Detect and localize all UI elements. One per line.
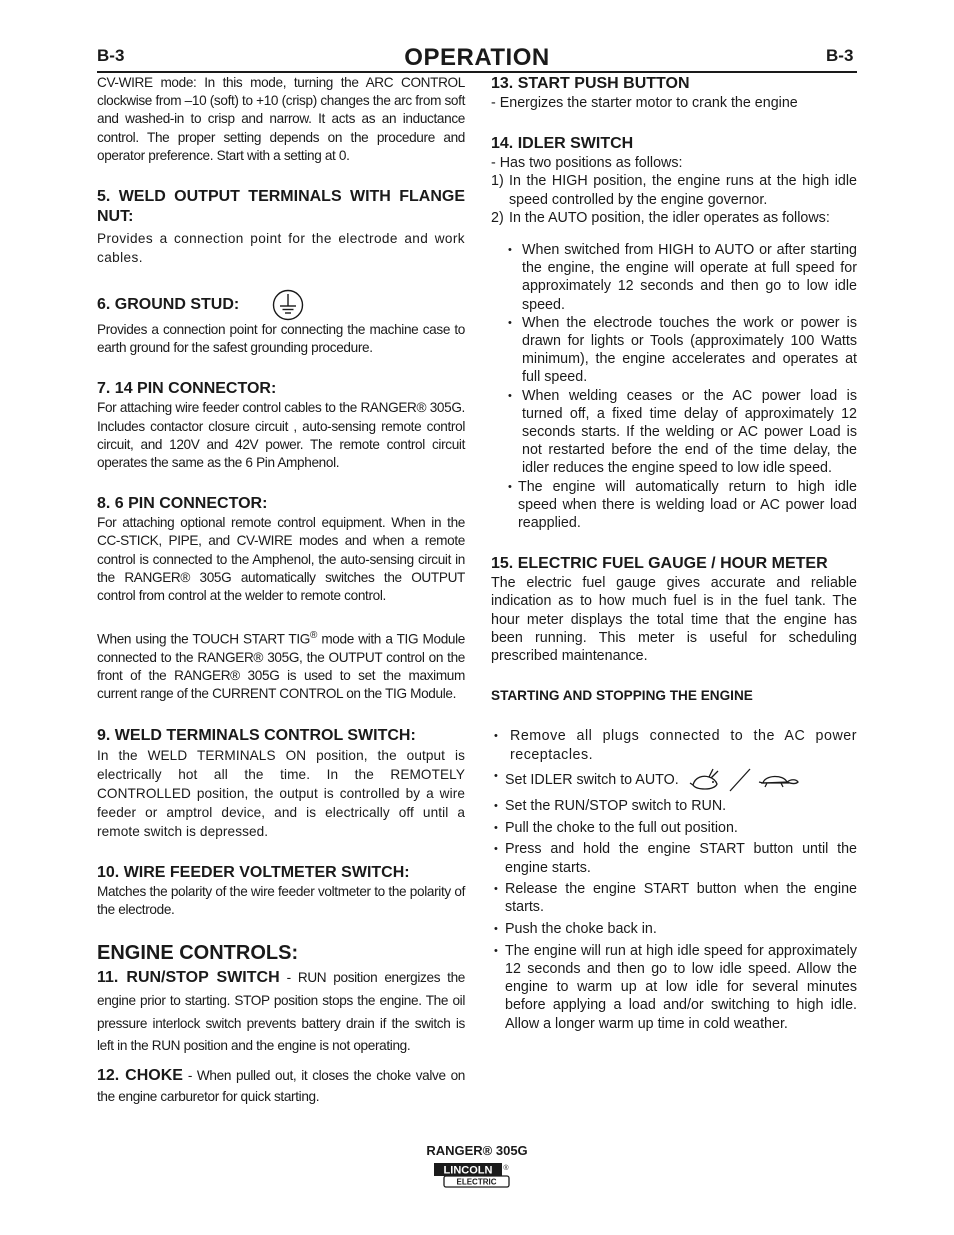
lincoln-electric-logo bbox=[433, 1162, 510, 1188]
list-item bbox=[491, 172, 857, 208]
section-14-heading: 14. IDLER SWITCH bbox=[491, 135, 634, 153]
section-8-body: For attaching optional remote control equipment. When in the CC-STICK, PIPE, and CV-WIRE modes and when a remote control is connected to the Amphenol, the auto-sensing circuit in the RANGER® 305G automatically switches the OUTPUT control from control at the welder to remote control. bbox=[97, 515, 465, 604]
list-text: In the HIGH position, the engine runs at the high idle speed controlled by the engine governor. bbox=[509, 173, 857, 208]
section-5-body: Provides a connection point for the electrode and work cables. bbox=[97, 231, 465, 266]
left-column bbox=[97, 74, 465, 1107]
cv-wire-paragraph: CV-WIRE mode: In this mode, turning the ARC CONTROL clockwise from –10 (soft) to +10 (crisp) changes the arc from soft and washed-in to crisp and narrow. It acts as an inductance control. The proper setting depends on the procedure and operator preference. Start with a setting at 0. bbox=[97, 75, 465, 163]
list-item: • When welding ceases or the AC power load is turned off, a fixed time delay of approximately 12 seconds starts. If the welding or AC power Load is not restarted before the end of the time delay, the idler reduces the engine speed to low idle speed. bbox=[491, 387, 857, 478]
starting-stopping-heading: STARTING AND STOPPING THE ENGINE bbox=[491, 688, 753, 704]
section-12-heading: 12. CHOKE bbox=[97, 1067, 183, 1085]
section-9-heading: 9. WELD TERMINALS CONTROL SWITCH: bbox=[97, 726, 416, 744]
auto-idle-bullet-list bbox=[491, 241, 857, 532]
list-number: 1) bbox=[491, 173, 504, 190]
section-13-heading: 13. START PUSH BUTTON bbox=[491, 75, 690, 92]
header-rule bbox=[97, 71, 857, 73]
tig-text-end: mode with a TIG Module connected to the RANGER® 305G, the OUTPUT control on the front of the RANGER® 305G is used to set the maximum current range of the CURRENT CONTROL on the TIG Module. bbox=[97, 631, 465, 702]
turtle-low-idle-icon bbox=[757, 770, 801, 790]
list-number: 2) bbox=[491, 209, 504, 226]
list-item bbox=[491, 209, 857, 227]
list-item: • When the electrode touches the work or power is drawn for lights or Tools (approximately 100 Watts minimum), the engine accelerates and operates at full speed. bbox=[491, 314, 857, 387]
ground-symbol-icon bbox=[272, 289, 304, 321]
logo-bottom-text: ELECTRIC bbox=[456, 1177, 497, 1187]
footer-model-name: RANGER® 305G bbox=[426, 1143, 528, 1158]
section-5-heading: 5. WELD OUTPUT TERMINALS WITH FLANGE NUT: bbox=[97, 188, 465, 226]
section-6-heading: 6. GROUND STUD: bbox=[97, 296, 240, 314]
idler-position-list bbox=[491, 172, 857, 227]
rabbit-high-idle-icon bbox=[689, 767, 723, 793]
right-column bbox=[491, 74, 857, 1036]
list-item: • When switched from HIGH to AUTO or after starting the engine, the engine will operate at full speed for approximately 12 seconds and then go to low idle speed. bbox=[491, 241, 857, 314]
section-12-body: - When pulled out, it closes the choke valve on the engine carburetor for quick starting. bbox=[97, 1068, 465, 1104]
tig-text-start: When using the TOUCH START TIG bbox=[97, 631, 310, 647]
section-8-heading: 8. 6 PIN CONNECTOR: bbox=[97, 495, 268, 513]
section-11-paragraph bbox=[97, 967, 465, 1058]
footer bbox=[0, 1143, 954, 1158]
list-item: • The engine will automatically return to high idle speed when there is welding load or AC power load reapplied. bbox=[491, 478, 857, 533]
list-text: In the AUTO position, the idler operates as follows: bbox=[509, 209, 830, 226]
section-13-body: - Energizes the starter motor to crank the engine bbox=[491, 95, 798, 111]
section-9-body: In the WELD TERMINALS ON position, the output is electrically hot all the time. In the REMOTELY CONTROLLED position, the output is controlled by a wire feeder or amptrol device, and is electrically off until a remote switch is depressed. bbox=[97, 747, 465, 839]
section-15-body: The electric fuel gauge gives accurate and reliable indication as to how much fuel is in the fuel tank. The hour meter displays the total time that the engine has been running. This meter is useful for scheduling prescribed maintenance. bbox=[491, 575, 857, 665]
list-text: Set IDLER switch to AUTO. bbox=[505, 772, 679, 789]
logo-registered-mark: ® bbox=[503, 1165, 509, 1172]
list-item: • Push the choke back in. bbox=[491, 920, 857, 938]
page-number-left: B-3 bbox=[97, 46, 125, 65]
section-10-heading: 10. WIRE FEEDER VOLTMETER SWITCH: bbox=[97, 863, 410, 881]
list-item: • Pull the choke to the full out position. bbox=[491, 819, 857, 837]
slash-separator-icon bbox=[727, 767, 753, 793]
section-11-heading: 11. RUN/STOP SWITCH bbox=[97, 969, 280, 986]
section-12-paragraph bbox=[97, 1066, 465, 1107]
logo-top-text: LINCOLN bbox=[443, 1164, 493, 1177]
section-7-body: For attaching wire feeder control cables to the RANGER® 305G. Includes contactor closure circuit , auto-sensing remote control circuit, and 120V and 42V power. The remote control circuit operates the same as the 6 Pin Amphenol. bbox=[97, 400, 465, 471]
section-8-tig-paragraph bbox=[97, 627, 465, 703]
page-number-right: B-3 bbox=[826, 46, 854, 65]
page-title: OPERATION bbox=[404, 44, 550, 71]
list-item: • Release the engine START button when the engine starts. bbox=[491, 880, 857, 916]
list-item: • Set the RUN/STOP switch to RUN. bbox=[491, 797, 857, 815]
section-14-intro: - Has two positions as follows: bbox=[491, 155, 683, 172]
section-6-heading-row bbox=[97, 289, 465, 321]
section-11-body: - RUN position energizes the engine prior to starting. STOP position stops the engine. The oil pressure interlock switch prevents battery drain if the switch is left in the RUN position and the engine is not operating. bbox=[97, 970, 466, 1054]
list-item: • Press and hold the engine START button until the engine starts. bbox=[491, 840, 857, 876]
engine-controls-heading: ENGINE CONTROLS: bbox=[97, 942, 299, 964]
section-6-body: Provides a connection point for connecting the machine case to earth ground for the safest grounding procedure. bbox=[97, 322, 465, 356]
list-item: • Remove all plugs connected to the AC power receptacles. bbox=[491, 727, 857, 763]
registered-mark: ® bbox=[310, 630, 318, 642]
starting-steps-list bbox=[491, 727, 857, 1032]
section-10-body: Matches the polarity of the wire feeder voltmeter to the polarity of the electrode. bbox=[97, 883, 465, 917]
section-15-heading: 15. ELECTRIC FUEL GAUGE / HOUR METER bbox=[491, 555, 828, 573]
section-7-heading: 7. 14 PIN CONNECTOR: bbox=[97, 380, 277, 398]
list-item: • The engine will run at high idle speed for approximately 12 seconds and then go to low idle speed. Allow the engine to warm up at low idle for several minutes before applying a load and/or switching to high idle. Allow a longer warm up time in cold weather. bbox=[491, 942, 857, 1033]
list-item bbox=[491, 767, 857, 793]
